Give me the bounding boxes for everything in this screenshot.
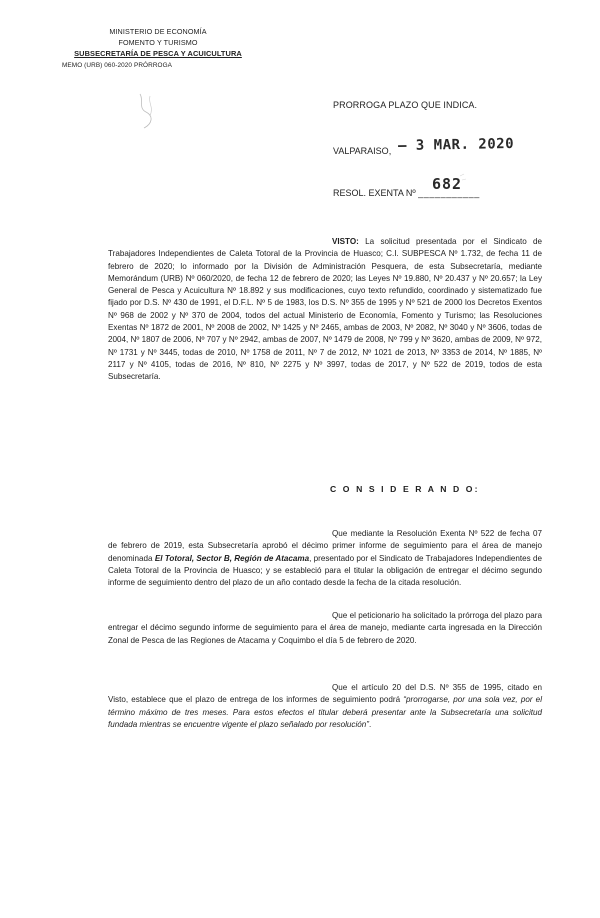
considerando-1-text-a: Que mediante la Resolución Exenta Nº 522 de fecha 07 de febrero de 2019, esta Subsecretaría aprobó el décimo primer informe de seguimiento para el área de manejo denominada	[108, 529, 542, 563]
resolution-label: RESOL. EXENTA Nº	[333, 188, 416, 198]
resolution-dashes: ___________	[418, 188, 480, 198]
visto-text: La solicitud presentada por el Sindicato de Trabajadores Independientes de Caleta Totoral de la Provincia de Huasco; C.I. SUBPESCA Nº 1.732, de fecha 11 de febrero de 2020; lo informado por la División de Administración Pesquera, de esta Subsecretaría, mediante Memorándum (URB) Nº 060/2020, de fecha 12 de febrero de 2020; las Leyes Nº 19.880, Nº 20.437 y Nº 20.657; la Ley General de Pesca y Acuicultura Nº 18.892 y sus modificaciones, cuyo texto refundido, coordinado y sistematizado fue fijado por D.S. Nº 430 de 1991, el D.F.L. Nº 5 de 1983, los D.S. Nº 355 de 1995 y Nº 521 de 2000 los Decretos Exentos Nº 968 de 2002 y Nº 370 de 2004, todos del actual Ministerio de Economía, Fomento y Turismo; las Resoluciones Exentas Nº 1872 de 2001, Nº 2008 de 2002, Nº 1425 y Nº 2465, ambas de 2003, Nº 2082, Nº 3040 y Nº 3606, todas de 2004, Nº 1807 de 2006, Nº 707 y Nº 2942, ambas de 2007, Nº 1479 de 2008, Nº 799 y Nº 3620, ambas de 2009, Nº 972, Nº 1731 y Nº 3445, todas de 2010, Nº 1758 de 2011, Nº 7 de 2012, Nº 1021 de 2013, Nº 3353 de 2014, Nº 1885, Nº 2117 y Nº 4105, todas de 2016, Nº 810, Nº 2275 y Nº 3997, todas de 2017, y Nº 522 de 2019, todos de esta Subsecretaría.	[108, 237, 542, 382]
ministry-line: MINISTERIO DE ECONOMÍA	[109, 27, 207, 36]
considerando-3-text-a: Que el artículo 20 del D.S. Nº 355 de 1995, citado en Visto, establece que el plazo de entrega de los informes de seguimiento podrá	[108, 683, 542, 705]
considerando-1-text-b: , presentado por el Sindicato de Trabajadores Independientes de Caleta Totoral de la Provincia de Huasco; y se estableció para el titular la obligación de entregar el décimo segundo informe de seguimiento dentro del plazo de un año contado desde la fecha de la citada resolución.	[108, 553, 542, 588]
memo-reference: MEMO (URB) 060-2020 PRÓRROGA	[62, 61, 173, 69]
ink-mark-icon	[458, 170, 478, 190]
place-label: VALPARAISO,	[333, 146, 392, 156]
letterhead	[58, 26, 258, 71]
area-name: El Totoral, Sector B, Región de Atacama	[154, 553, 310, 563]
considerando-2-text: Que el peticionario ha solicitado la prórroga del plazo para entregar el décimo segundo informe de seguimiento para el área de manejo, mediante carta ingresada en la Dirección Zonal de Pesca de las Regiones de Atacama y Coquimbo el día 5 de febrero de 2020.	[108, 611, 542, 645]
subsecretaria-line: SUBSECRETARÍA DE PESCA Y ACUICULTURA	[74, 49, 242, 59]
date-stamp: – 3 MAR. 2020	[397, 135, 515, 155]
considerando-paragraph-2	[108, 610, 542, 647]
initials-mark-icon	[134, 90, 160, 130]
document-subject: PRORROGA PLAZO QUE INDICA.	[333, 100, 478, 110]
visto-paragraph	[108, 236, 542, 384]
considerando-paragraph-1	[108, 528, 542, 589]
ministry-subline: FOMENTO Y TURISMO	[118, 38, 198, 48]
considerando-paragraph-3	[108, 682, 542, 731]
resolution-number: 682	[432, 175, 463, 193]
reglamento-quote: “prorrogarse, por una sola vez, por el término máximo de tres meses. Para estos efectos el titular deberá presentar ante la Subsecretaría una solicitud fundada mientras se encuentre vigente el plazo señalado por resolución”	[108, 695, 542, 729]
considerando-3-text-b: .	[368, 719, 372, 729]
considerando-title: C O N S I D E R A N D O:	[330, 484, 480, 494]
visto-label: VISTO:	[332, 237, 359, 246]
